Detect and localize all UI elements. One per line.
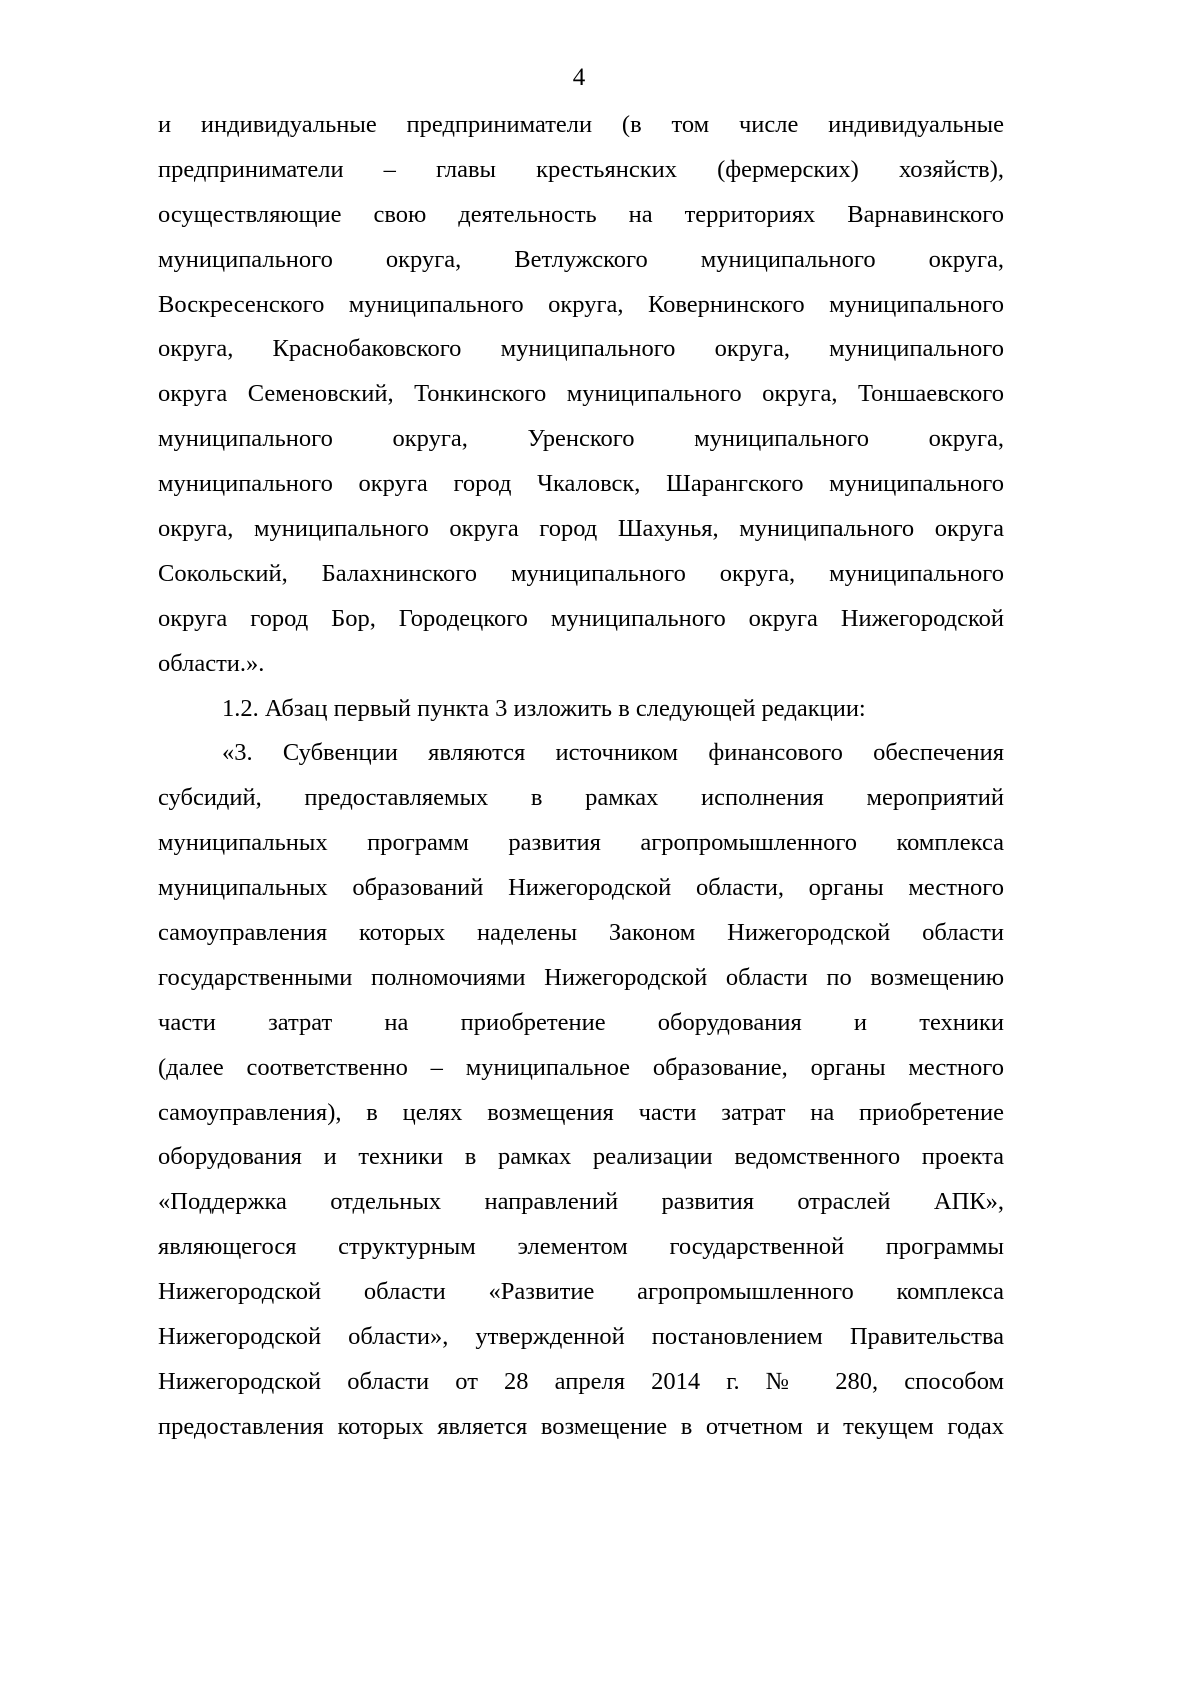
text-line: области.». <box>158 649 265 677</box>
text-line: осуществляющие свою деятельность на территориях Варнавинского <box>158 200 1004 228</box>
text-line: Воскресенского муниципального округа, Ковернинского муниципального <box>158 290 1004 318</box>
text-line: части затрат на приобретение оборудования и техники <box>158 1008 1004 1036</box>
text-line: муниципальных программ развития агропромышленного комплекса <box>158 829 1004 857</box>
text-line: муниципальных образований Нижегородской области, органы местного <box>158 874 1004 902</box>
text-line: округа, Краснобаковского муниципального округа, муниципального <box>158 335 1004 363</box>
text-line: и индивидуальные предприниматели (в том числе индивидуальные <box>158 111 1004 138</box>
text-line: округа Семеновский, Тонкинского муниципального округа, Тоншаевского <box>158 380 1004 408</box>
text-line: округа, муниципального округа город Шахунья, муниципального округа <box>158 515 1004 543</box>
text-line: муниципального округа, Уренского муниципального округа, <box>158 425 1004 453</box>
text-line: муниципального округа город Чкаловск, Шарангского муниципального <box>158 470 1004 498</box>
text-line: Нижегородской области «Развитие агропромышленного комплекса <box>158 1278 1004 1306</box>
text-line: самоуправления), в целях возмещения части затрат на приобретение <box>158 1098 1004 1126</box>
text-line: государственными полномочиями Нижегородской области по возмещению <box>158 963 1004 991</box>
text-line: Нижегородской области», утвержденной постановлением Правительства <box>158 1323 1004 1351</box>
document-body <box>158 103 1004 1450</box>
text-line: самоуправления которых наделены Законом Нижегородской области <box>158 919 1004 947</box>
text-line: 1.2. Абзац первый пункта 3 изложить в следующей редакции: <box>222 694 866 722</box>
text-line: Сокольский, Балахнинского муниципального округа, муниципального <box>158 559 1004 587</box>
text-line: субсидий, предоставляемых в рамках исполнения мероприятий <box>158 784 1004 812</box>
text-line: предприниматели – главы крестьянских (фермерских) хозяйств), <box>158 155 1004 183</box>
text-line: «Поддержка отдельных направлений развития отраслей АПК», <box>158 1188 1004 1216</box>
page-number: 4 <box>572 64 586 91</box>
text-line: предоставления которых является возмещение в отчетном и текущем годах <box>158 1412 1004 1440</box>
text-line: округа город Бор, Городецкого муниципального округа Нижегородской <box>158 604 1004 632</box>
text-line: оборудования и техники в рамках реализации ведомственного проекта <box>158 1143 1004 1171</box>
text-line: являющегося структурным элементом государственной программы <box>158 1233 1004 1261</box>
text-line: (далее соответственно – муниципальное образование, органы местного <box>158 1053 1004 1081</box>
text-line: Нижегородской области от 28 апреля 2014 г. № 280, способом <box>158 1367 1004 1395</box>
text-line: муниципального округа, Ветлужского муниципального округа, <box>158 245 1004 273</box>
text-line: «3. Субвенции являются источником финансового обеспечения <box>222 739 1004 767</box>
